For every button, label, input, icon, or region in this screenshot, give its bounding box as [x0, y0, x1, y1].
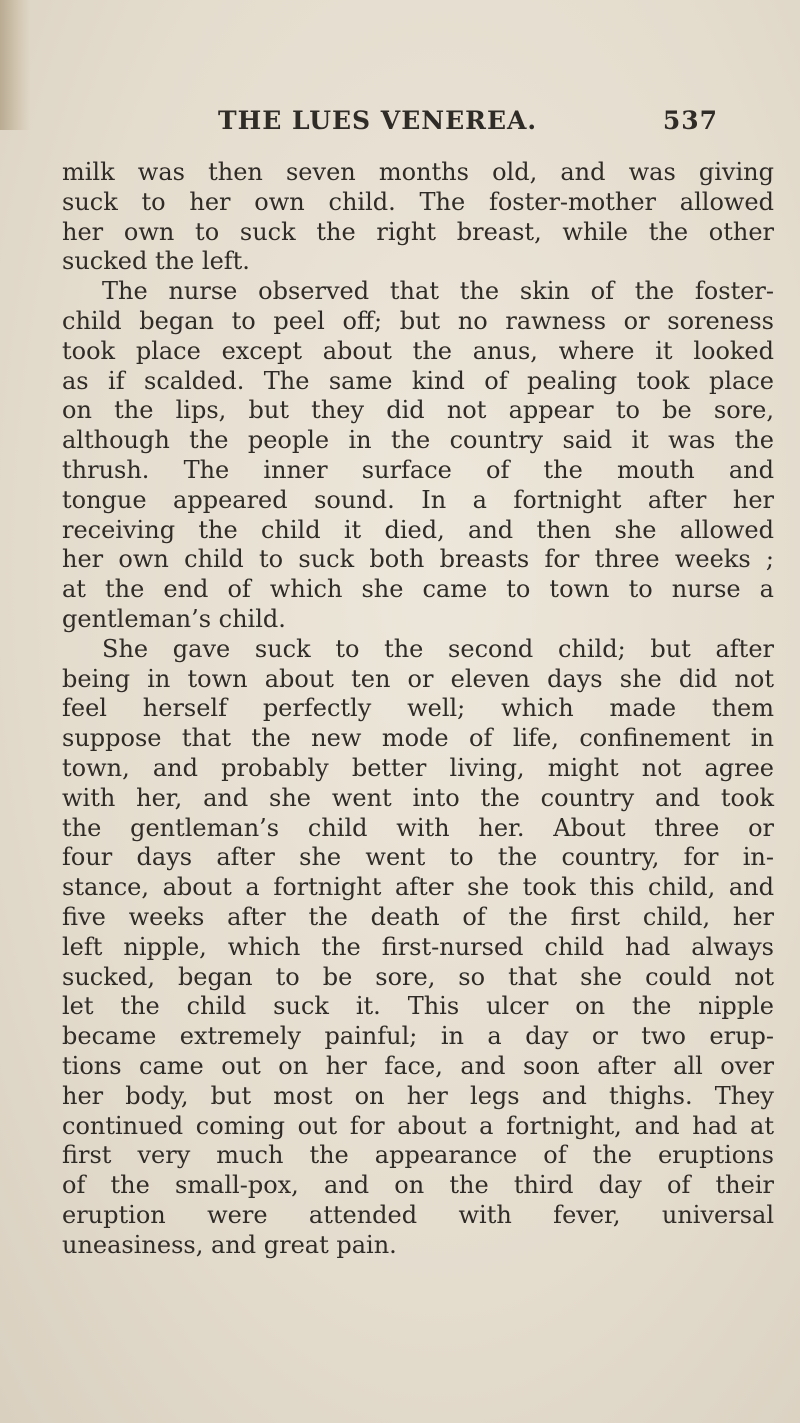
text-line: The nurse observed that the skin of the foster- [102, 277, 774, 306]
text-line: her own child to suck both breasts for three weeks ; [62, 545, 774, 574]
page-edge-shadow [0, 0, 30, 130]
page-header [218, 106, 718, 146]
text-line: suppose that the new mode of life, confinement in [62, 724, 774, 753]
text-line: stance, about a fortnight after she took this child, and [62, 873, 774, 902]
text-line: continued coming out for about a fortnight, and had at [62, 1111, 774, 1140]
text-line: child began to peel off; but no rawness or soreness [62, 306, 774, 335]
text-line: first very much the appearance of the eruptions [62, 1141, 774, 1170]
text-line: being in town about ten or eleven days she did not [62, 664, 774, 693]
text-line: became extremely painful; in a day or two erup- [62, 1022, 774, 1051]
text-line: gentleman’s child. [62, 604, 286, 633]
text-line: took place except about the anus, where it looked [62, 336, 774, 365]
running-title: THE LUES VENEREA. [218, 106, 538, 135]
text-line: at the end of which she came to town to nurse a [62, 575, 774, 604]
text-line: town, and probably better living, might not agree [62, 753, 774, 782]
text-line: on the lips, but they did not appear to be sore, [62, 396, 774, 425]
text-line: her own to suck the right breast, while the other [62, 217, 774, 246]
text-line: tions came out on her face, and soon after all over [62, 1051, 774, 1080]
text-line: the gentleman’s child with her. About three or [62, 813, 774, 842]
text-line: although the people in the country said it was the [62, 426, 774, 455]
text-line: as if scalded. The same kind of pealing took place [62, 366, 774, 395]
text-line: her body, but most on her legs and thighs. They [62, 1081, 774, 1110]
text-line: uneasiness, and great pain. [62, 1230, 397, 1259]
text-line: four days after she went to the country, for in- [62, 843, 774, 872]
text-line: of the small-pox, and on the third day of their [62, 1171, 774, 1200]
body-text [62, 158, 774, 1260]
text-line: suck to her own child. The foster-mother allowed [62, 187, 774, 216]
text-line: thrush. The inner surface of the mouth and [62, 455, 774, 484]
text-line: tongue appeared sound. In a fortnight after her [62, 485, 774, 514]
text-line: sucked, began to be sore, so that she could not [62, 962, 774, 991]
page-number: 537 [662, 106, 718, 135]
text-line: feel herself perfectly well; which made them [62, 694, 774, 723]
text-line: eruption were attended with fever, universal [62, 1200, 774, 1229]
text-line: left nipple, which the first-nursed child had always [62, 932, 774, 961]
text-line: She gave suck to the second child; but after [102, 634, 774, 663]
text-line: let the child suck it. This ulcer on the nipple [62, 992, 774, 1021]
text-line: milk was then seven months old, and was giving [62, 158, 774, 186]
text-line: receiving the child it died, and then she allowed [62, 515, 774, 544]
text-line: five weeks after the death of the first child, her [62, 902, 774, 931]
text-line: sucked the left. [62, 247, 250, 276]
text-line: with her, and she went into the country and took [62, 783, 774, 812]
